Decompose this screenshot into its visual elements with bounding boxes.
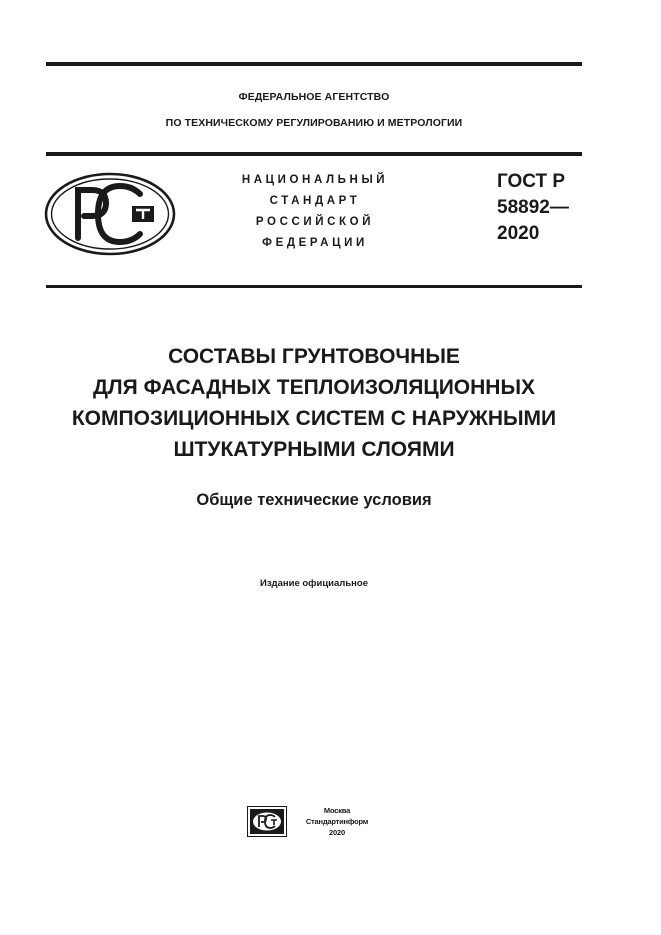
document-subtitle: Общие технические условия xyxy=(196,491,432,509)
title-line-1: СОСТАВЫ ГРУНТОВОЧНЫЕ xyxy=(168,345,460,368)
natstd-line-2: СТАНДАРТ xyxy=(269,195,361,207)
publisher-name: Стандартинформ xyxy=(305,817,369,826)
header-rule xyxy=(46,152,582,156)
rst-certification-mark-icon xyxy=(44,172,176,256)
document-title xyxy=(46,341,582,465)
title-line-4: ШТУКАТУРНЫМИ СЛОЯМИ xyxy=(173,438,455,461)
national-standard-block xyxy=(215,170,415,254)
natstd-line-3: РОССИЙСКОЙ xyxy=(255,216,375,228)
standartinform-logo-icon xyxy=(247,806,287,837)
title-line-2: ДЛЯ ФАСАДНЫХ ТЕПЛОИЗОЛЯЦИОННЫХ xyxy=(92,376,536,399)
natstd-line-4: ФЕДЕРАЦИИ xyxy=(262,237,368,249)
designation-line-3: 2020 xyxy=(497,223,540,244)
publisher-city: Москва xyxy=(323,806,351,815)
header-bottom-rule xyxy=(46,285,582,288)
top-rule xyxy=(46,62,582,66)
publisher-imprint xyxy=(292,805,382,838)
standard-designation xyxy=(497,169,569,247)
agency-line-2: ПО ТЕХНИЧЕСКОМУ РЕГУЛИРОВАНИЮ И МЕТРОЛОГИИ xyxy=(165,117,463,129)
agency-line-1: ФЕДЕРАЛЬНОЕ АГЕНТСТВО xyxy=(238,91,390,103)
designation-line-2: 58892— xyxy=(497,197,569,218)
designation-line-1: ГОСТ Р xyxy=(497,171,566,192)
title-line-3: КОМПОЗИЦИОННЫХ СИСТЕМ С НАРУЖНЫМИ xyxy=(71,407,557,430)
natstd-line-1: НАЦИОНАЛЬНЫЙ xyxy=(241,174,389,186)
edition-note: Издание официальное xyxy=(260,578,368,589)
publisher-year: 2020 xyxy=(329,828,345,837)
